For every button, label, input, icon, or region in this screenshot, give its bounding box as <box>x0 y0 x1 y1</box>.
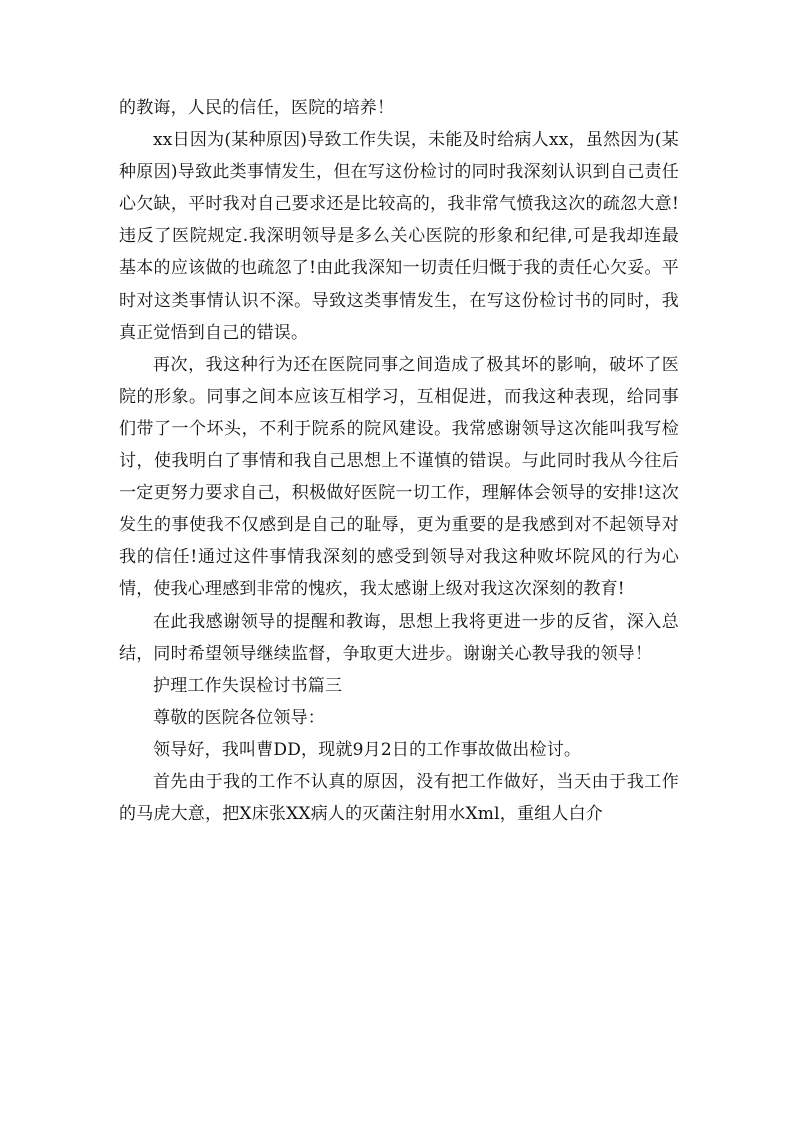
paragraph-thanks: 在此我感谢领导的提醒和教诲，思想上我将更进一步的反省，深入总结，同时希望领导继续监督，争取更大进步。谢谢关心教导我的领导！ <box>119 611 679 664</box>
document-body <box>119 92 679 830</box>
paragraph-incident: xx日因为(某种原因)导致工作失误，未能及时给病人xx，虽然因为(某种原因)导致此类事情发生，但在写这份检讨的同时我深刻认识到自己责任心欠缺，平时我对自己要求还是比较高的，我非常气愤我这次的疏忽大意!违反了医院规定.我深明领导是多么关心医院的形象和纪律,可是我却连最基本的应该做的也疏忽了!由此我深知一切责任归慨于我的责任心欠妥。平时对这类事情认识不深。导致这类事情发生，在写这份检讨书的同时，我真正觉悟到自己的错误。 <box>119 130 679 343</box>
paragraph-reason: 首先由于我的工作不认真的原因，没有把工作做好，当天由于我工作的马虎大意，把X床张XX病人的灭菌注射用水Xml，重组人白介 <box>119 771 679 825</box>
salutation: 尊敬的医院各位领导： <box>153 707 325 728</box>
section-heading: 护理工作失误检讨书篇三 <box>153 675 343 696</box>
greeting-line: 领导好，我叫曹DD，现就9月2日的工作事故做出检讨。 <box>153 739 582 760</box>
paragraph-impact: 再次，我这种行为还在医院同事之间造成了极其坏的影响，破坏了医院的形象。同事之间本应该互相学习，互相促进，而我这种表现，给同事们带了一个坏头，不利于院系的院风建设。我常感谢领导这次能叫我写检讨，使我明白了事情和我自己思想上不谨慎的错误。与此同时我从今往后一定更努力要求自己，积极做好医院一切工作，理解体会领导的安排!这次发生的事使我不仅感到是自己的耻辱，更为重要的是我感到对不起领导对我的信任!通过这件事情我深刻的感受到领导对我这种败坏院风的行为心情，使我心理感到非常的愧疚，我太感谢上级对我这次深刻的教育! <box>119 354 679 600</box>
paragraph-continuation: 的教诲，人民的信任，医院的培养！ <box>119 98 395 118</box>
